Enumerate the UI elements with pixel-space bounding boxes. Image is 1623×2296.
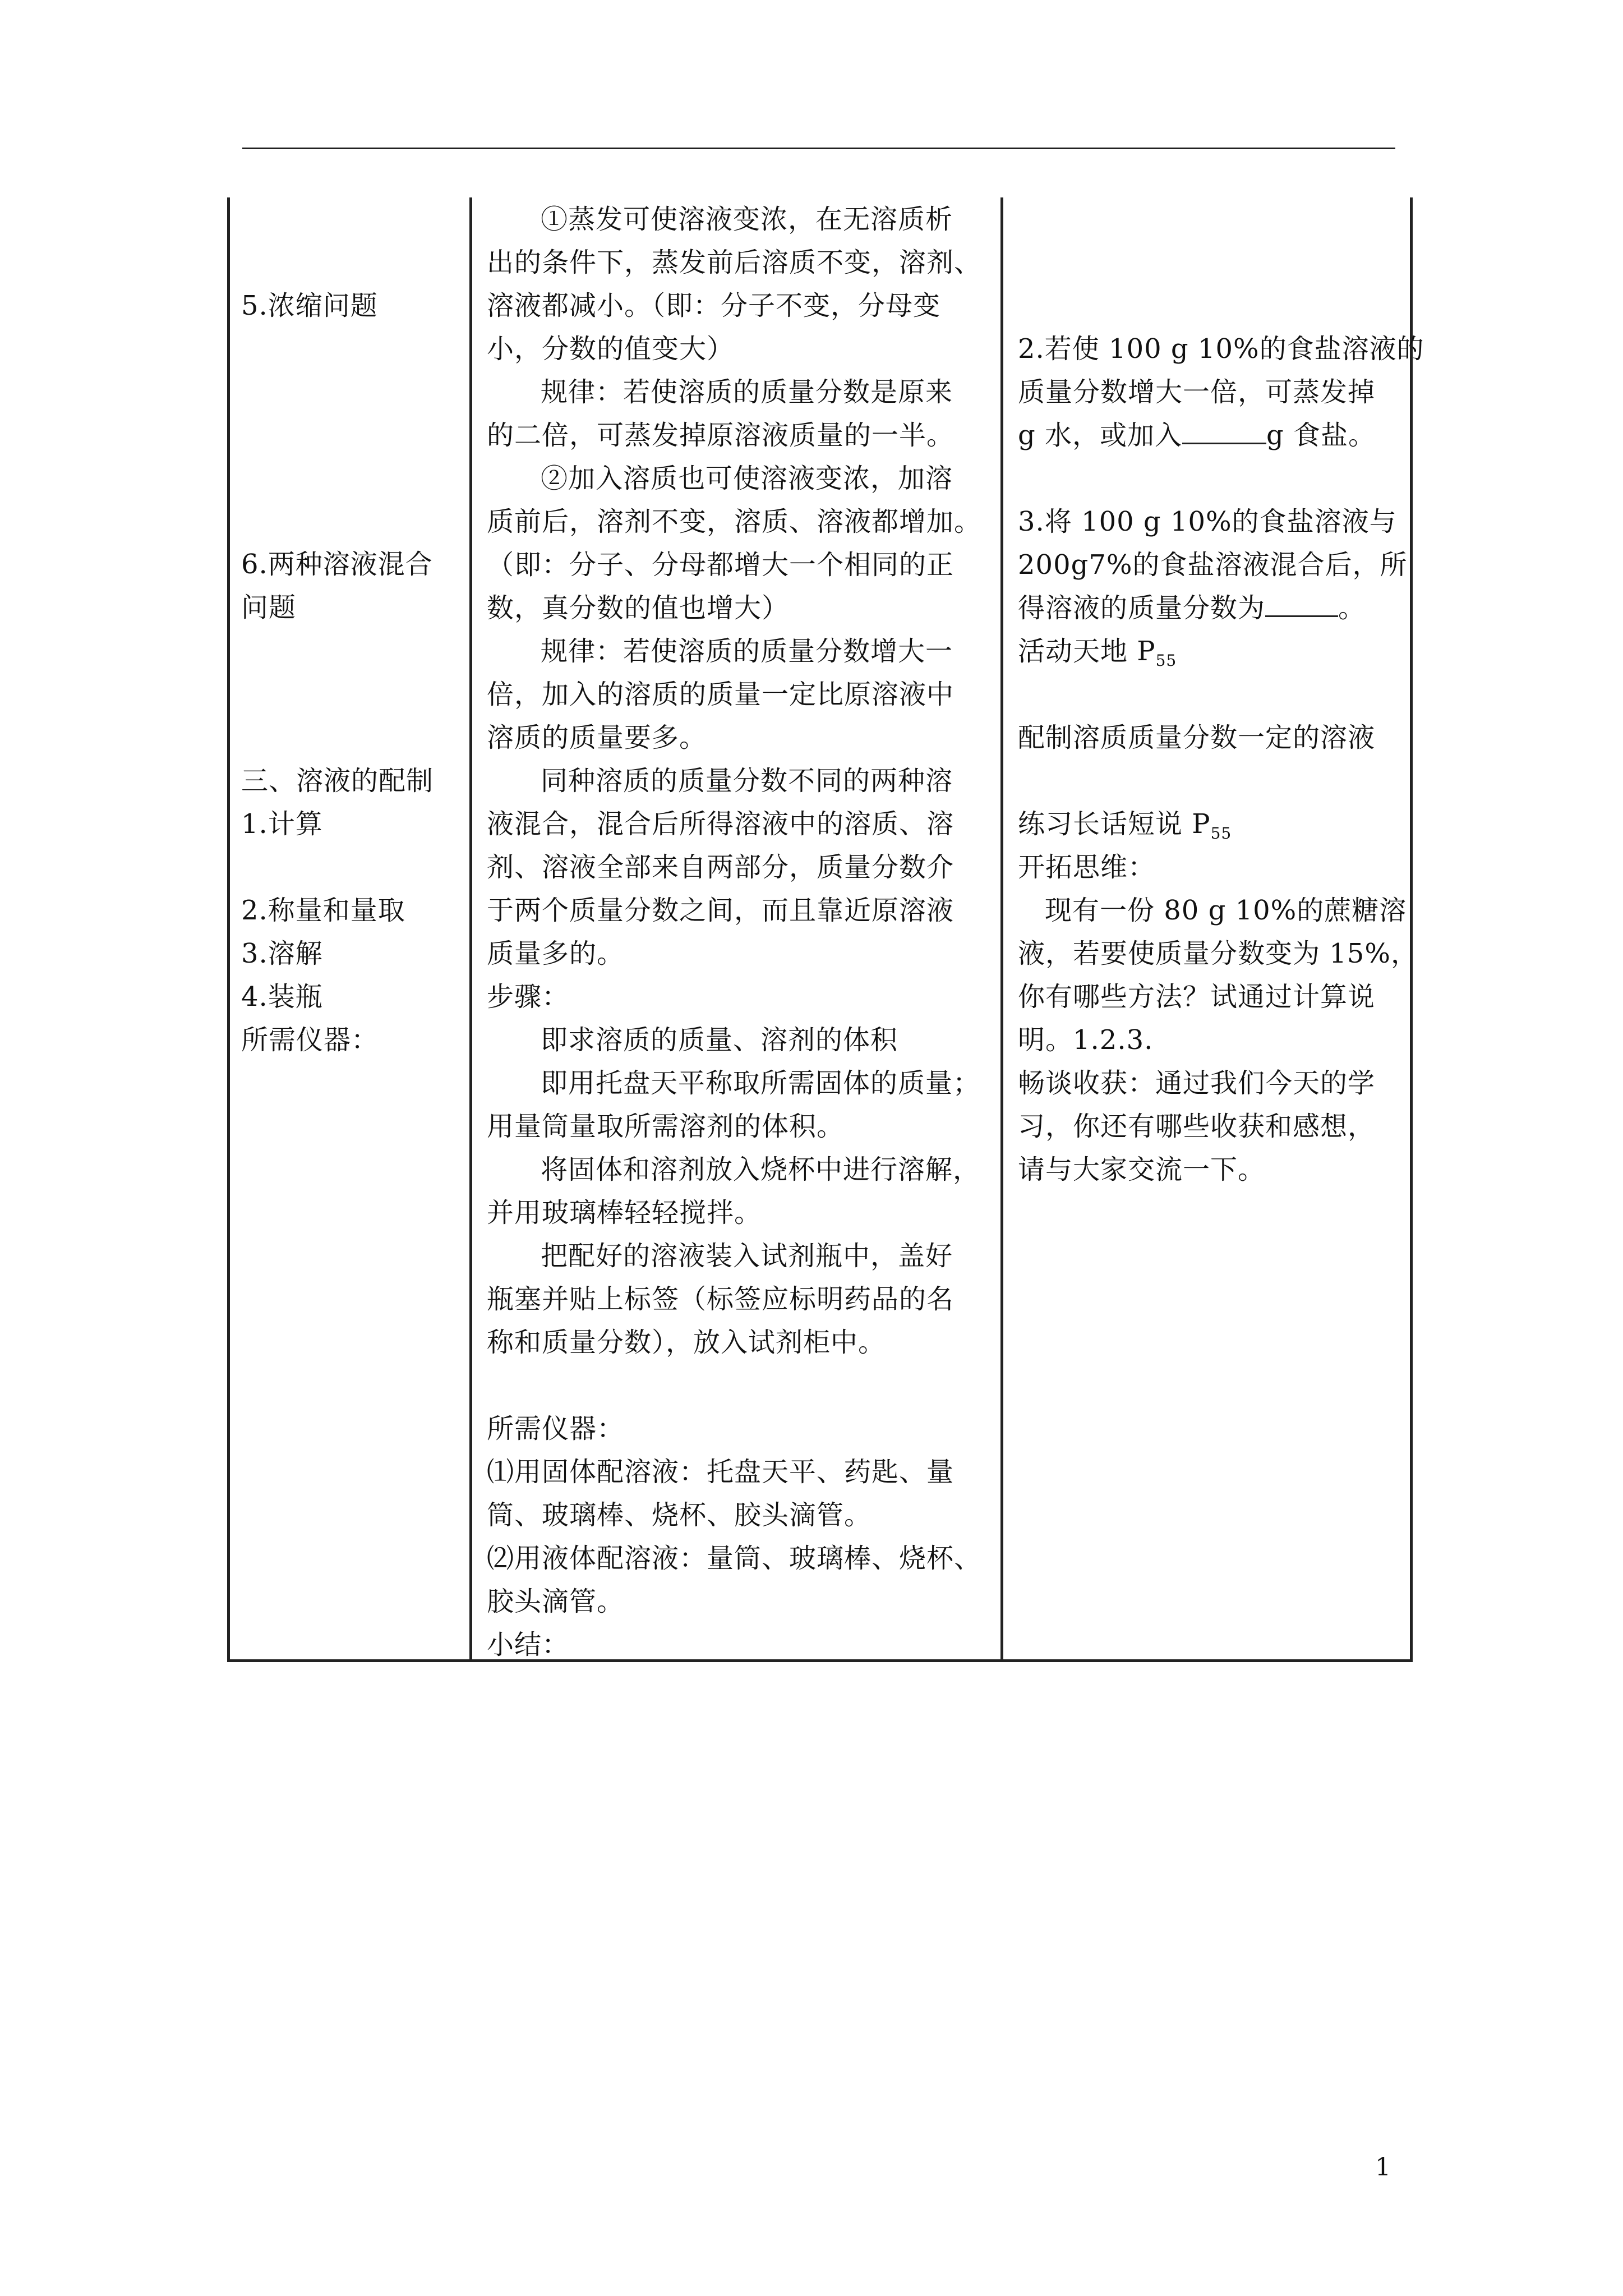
col2-line: 剂、溶液全部来自两部分，质量分数介	[487, 852, 955, 883]
col3-text: 活动天地 P	[1018, 636, 1156, 667]
page-ref-subscript: 55	[1210, 824, 1232, 843]
col3-text: 。	[1338, 592, 1366, 624]
col2-line: 数，真分数的值也增大）	[487, 592, 790, 624]
col1-line: 三、溶液的配制	[241, 765, 434, 797]
col2-line: 溶质的质量要多。	[487, 722, 707, 753]
col2-line: 步骤：	[487, 981, 570, 1013]
col3-line: 开拓思维：	[1018, 852, 1156, 883]
col2-line: ⑵用液体配溶液：量筒、玻璃棒、烧杯、	[487, 1543, 982, 1574]
table-border-right	[1410, 197, 1413, 1662]
col2-line: ⑴用固体配溶液：托盘天平、药匙、量	[487, 1456, 955, 1488]
col3-line: 液，若要使质量分数变为 15%，	[1018, 938, 1418, 969]
col2-line: 规律：若使溶质的质量分数增大一	[541, 636, 953, 667]
col2-line: ②加入溶质也可使溶液变浓，加溶	[541, 463, 953, 494]
col2-line: 的二倍，可蒸发掉原溶液质量的一半。	[487, 420, 955, 451]
col2-line: 液混合，混合后所得溶液中的溶质、溶	[487, 808, 955, 840]
col1-line: 所需仪器：	[241, 1024, 379, 1056]
col1-line: 问题	[241, 592, 297, 623]
col3-line: 习，你还有哪些收获和感想，	[1018, 1111, 1376, 1142]
col1-line: 5.浓缩问题	[241, 290, 378, 321]
col2-line: 称和质量分数），放入试剂柜中。	[487, 1327, 886, 1358]
col3-line: 质量分数增大一倍，可蒸发掉	[1018, 376, 1376, 408]
col3-text: g 食盐。	[1266, 420, 1376, 451]
page-ref-subscript: 55	[1155, 651, 1177, 670]
col2-line: 即用托盘天平称取所需固体的质量；	[541, 1068, 981, 1099]
col2-line: ①蒸发可使溶液变浓，在无溶质析	[541, 204, 953, 235]
col2-line: 溶液都减小。（即：分子不变，分母变	[487, 290, 941, 321]
col2-line: 并用玻璃棒轻轻搅拌。	[487, 1197, 762, 1228]
col3-line: 畅谈收获：通过我们今天的学	[1018, 1068, 1376, 1099]
col3-line	[1018, 630, 1177, 682]
col3-line	[1018, 587, 1366, 630]
fill-blank-fraction	[1265, 587, 1338, 617]
table-divider-2	[1000, 197, 1003, 1662]
col3-line: 2.若使 100 g 10%的食盐溶液的	[1018, 333, 1424, 365]
col1-line: 6.两种溶液混合	[241, 549, 433, 580]
col1-line: 2.称量和量取	[241, 895, 405, 926]
col3-text: g 水，或加入	[1018, 420, 1182, 451]
col1-line: 4.装瓶	[241, 981, 323, 1013]
col2-line: 质前后，溶剂不变，溶质、溶液都增加。	[487, 506, 982, 537]
col2-line: 小，分数的值变大）	[487, 333, 735, 365]
col3-text: 得溶液的质量分数为	[1018, 592, 1266, 624]
col2-line: 所需仪器：	[487, 1413, 625, 1444]
col2-line: 即求溶质的质量、溶剂的体积	[541, 1024, 898, 1056]
col3-line: 你有哪些方法？试通过计算说	[1018, 981, 1376, 1013]
col3-line: 配制溶质质量分数一定的溶液	[1018, 722, 1376, 753]
col3-line: 现有一份 80 g 10%的蔗糖溶	[1045, 895, 1407, 926]
col2-line: 用量筒量取所需溶剂的体积。	[487, 1111, 845, 1142]
col3-line: 明。1.2.3.	[1018, 1024, 1154, 1056]
table-border-left	[227, 197, 230, 1662]
header-rule	[242, 148, 1395, 149]
col2-line: 同种溶质的质量分数不同的两种溶	[541, 765, 953, 797]
col1-line: 1.计算	[241, 808, 323, 840]
col3-line: 200g7%的食盐溶液混合后，所	[1018, 549, 1408, 581]
table-divider-1	[469, 197, 472, 1662]
col2-line: 小结：	[487, 1629, 570, 1660]
col3-line	[1018, 414, 1376, 457]
col2-line: 质量多的。	[487, 938, 625, 969]
col2-line: 瓶塞并贴上标签（标签应标明药品的名	[487, 1283, 955, 1315]
fill-blank-salt	[1182, 415, 1266, 444]
col1-line: 3.溶解	[241, 938, 323, 969]
table-border-bottom	[227, 1659, 1413, 1662]
page-number: 1	[1375, 2153, 1391, 2182]
col2-line: 规律：若使溶质的质量分数是原来	[541, 376, 953, 408]
col2-line: 把配好的溶液装入试剂瓶中，盖好	[541, 1240, 953, 1272]
col3-line: 3.将 100 g 10%的食盐溶液与	[1018, 506, 1397, 537]
col2-line: 胶头滴管。	[487, 1586, 625, 1617]
col2-line: （即：分子、分母都增大一个相同的正	[487, 549, 955, 581]
col2-line: 筒、玻璃棒、烧杯、胶头滴管。	[487, 1499, 872, 1531]
col2-line: 将固体和溶剂放入烧杯中进行溶解，	[541, 1154, 981, 1185]
col3-text: 练习长话短说 P	[1018, 808, 1211, 840]
col2-line: 出的条件下，蒸发前后溶质不变，溶剂、	[487, 247, 982, 278]
col3-line: 请与大家交流一下。	[1018, 1154, 1266, 1185]
col2-line: 倍，加入的溶质的质量一定比原溶液中	[487, 679, 955, 710]
col2-line: 于两个质量分数之间，而且靠近原溶液	[487, 895, 955, 926]
